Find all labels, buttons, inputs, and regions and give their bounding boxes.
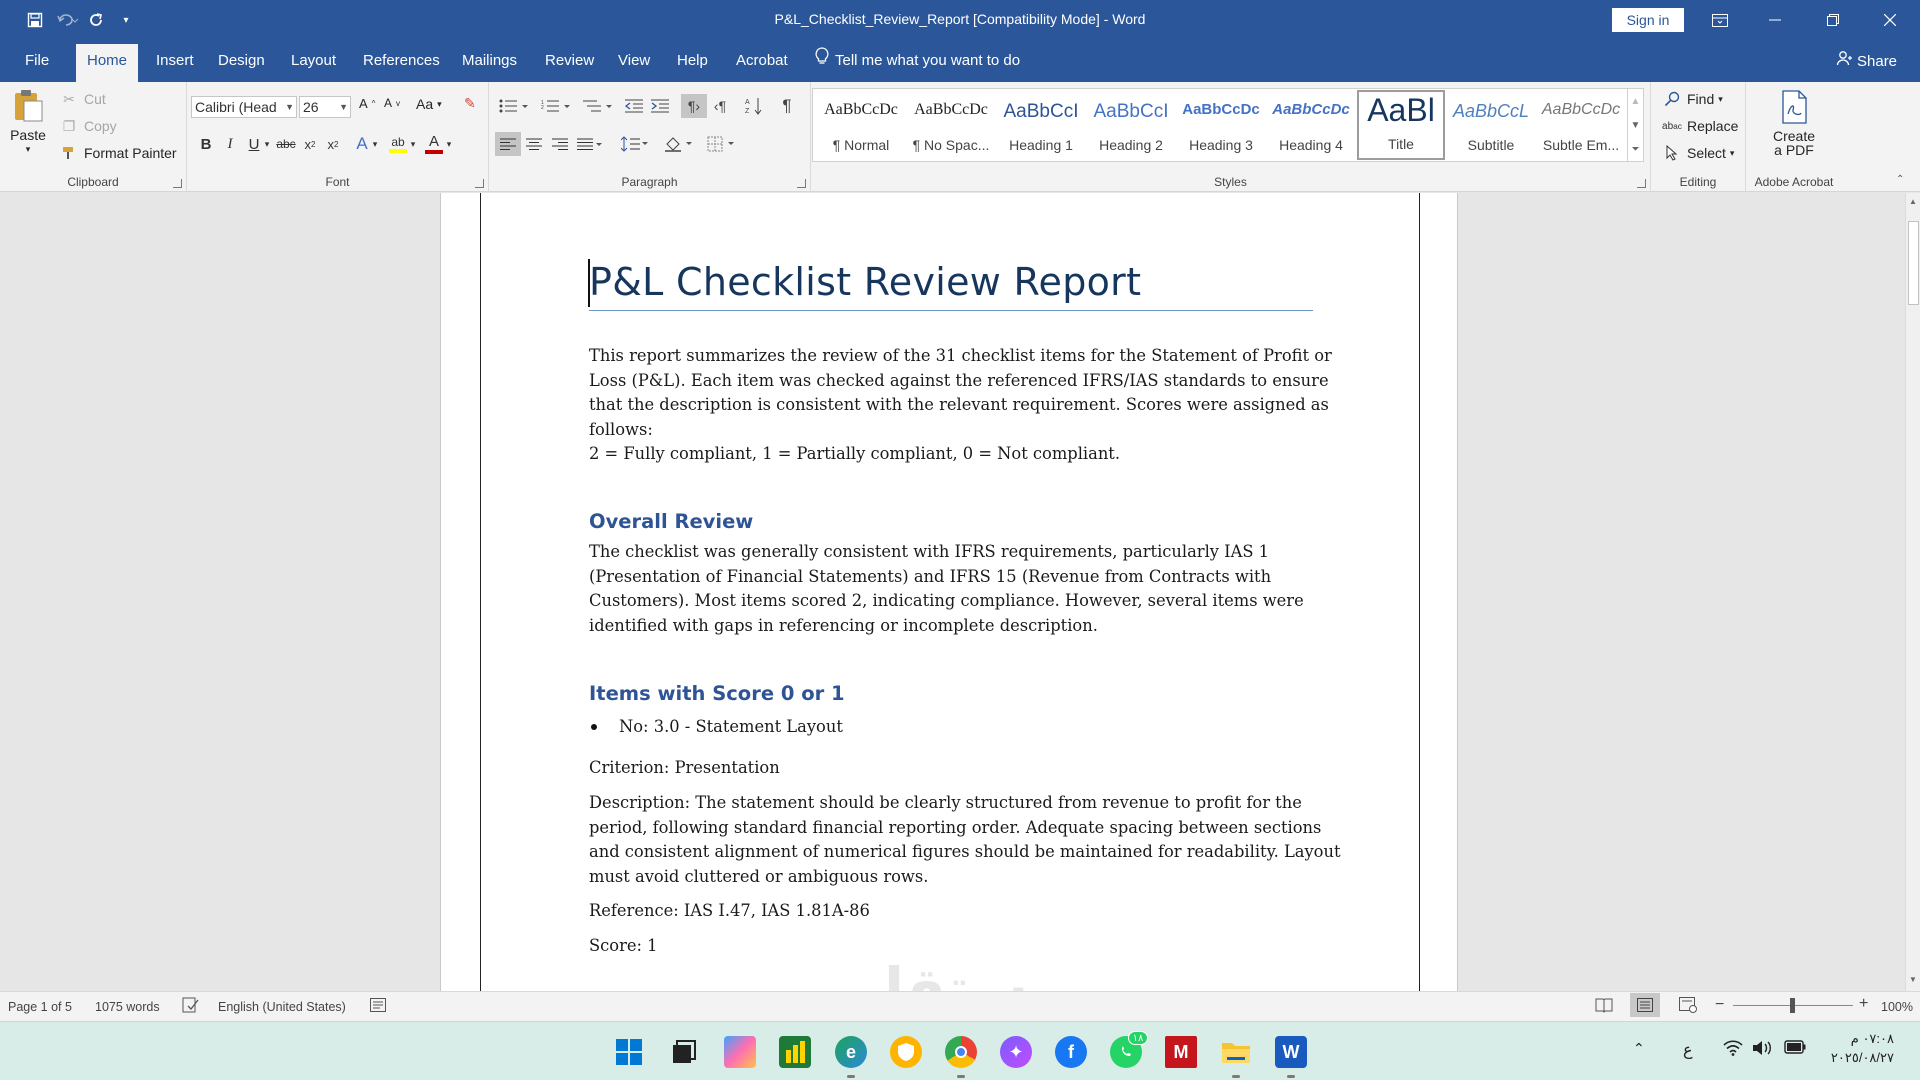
align-right-icon[interactable] bbox=[547, 132, 573, 156]
tab-review[interactable]: Review bbox=[545, 52, 595, 69]
style-name: Subtle Em... bbox=[1542, 137, 1620, 153]
style-name: Subtitle bbox=[1467, 137, 1515, 153]
start-icon[interactable] bbox=[613, 1036, 645, 1068]
window-title: P&L_Checklist_Review_Report [Compatibility Mode] - Word bbox=[774, 11, 1146, 27]
accessibility-icon[interactable] bbox=[370, 998, 386, 1015]
right-to-left-icon[interactable]: ‹¶ bbox=[713, 98, 727, 114]
word-count[interactable]: 1075 words bbox=[95, 1000, 160, 1014]
copy-icon: ❐ bbox=[62, 117, 76, 134]
document-title[interactable]: P&L Checklist Review Report bbox=[589, 260, 1313, 311]
customize-quick-access-icon[interactable]: ▾ bbox=[123, 14, 129, 26]
svg-text:2: 2 bbox=[541, 105, 544, 111]
decrease-indent-icon[interactable] bbox=[621, 94, 647, 118]
read-mode-icon[interactable] bbox=[1595, 997, 1613, 1016]
multilevel-list-icon[interactable] bbox=[579, 94, 617, 118]
replace-button[interactable] bbox=[1661, 115, 1738, 137]
style-preview: AaBbCcDc bbox=[1272, 101, 1350, 118]
paste-label: Paste bbox=[10, 127, 46, 143]
input-language[interactable]: ع bbox=[1683, 1042, 1693, 1059]
task-view-icon[interactable] bbox=[668, 1036, 700, 1068]
font-name-combo[interactable] bbox=[191, 96, 297, 118]
styles-gallery bbox=[812, 88, 1644, 162]
find-label: Find bbox=[1687, 91, 1715, 107]
left-to-right-icon[interactable]: ¶› bbox=[681, 94, 707, 118]
edge-icon[interactable]: e bbox=[835, 1036, 867, 1068]
highlight-dropdown-icon[interactable]: ▾ bbox=[410, 138, 416, 149]
style-normal[interactable] bbox=[817, 91, 905, 159]
overall-line[interactable]: (Presentation of Financial Statements) and IFRS 15 (Revenue from Contracts with bbox=[589, 566, 1272, 586]
gallery-more-icon[interactable]: ⏷ bbox=[1627, 137, 1643, 161]
style-title[interactable] bbox=[1357, 90, 1445, 160]
search-icon bbox=[1661, 88, 1683, 110]
pdf-icon bbox=[1779, 90, 1809, 127]
svg-text:Z: Z bbox=[745, 108, 750, 115]
justify-icon[interactable] bbox=[573, 132, 607, 156]
cursor-arrow-icon bbox=[1661, 142, 1683, 164]
vertical-scrollbar[interactable] bbox=[1905, 193, 1920, 991]
description-line[interactable]: period, following standard financial reporting order. Adequate spacing between sections bbox=[589, 817, 1322, 837]
show-hidden-icons-icon[interactable]: ⌃ bbox=[1633, 1040, 1645, 1056]
paragraph-dialog-launcher-icon[interactable] bbox=[797, 179, 806, 188]
close-icon[interactable] bbox=[1867, 0, 1913, 40]
styles-group-label: Styles bbox=[1214, 175, 1247, 189]
find-button[interactable] bbox=[1661, 88, 1723, 110]
font-color-dropdown-icon[interactable]: ▾ bbox=[446, 138, 452, 149]
style-heading-1[interactable] bbox=[997, 91, 1085, 159]
shrink-font-icon[interactable]: A v bbox=[384, 96, 401, 110]
status-bar bbox=[0, 991, 1920, 1021]
bullets-icon[interactable] bbox=[495, 94, 533, 118]
chevron-down-icon: ▼ bbox=[339, 102, 348, 112]
copy-button[interactable] bbox=[58, 115, 117, 137]
style-subtitle[interactable] bbox=[1447, 91, 1535, 159]
ribbon-display-options-icon[interactable] bbox=[1697, 0, 1743, 40]
lightbulb-icon bbox=[815, 40, 829, 82]
tell-me-search[interactable] bbox=[815, 40, 1020, 82]
file-explorer-icon[interactable] bbox=[1220, 1036, 1252, 1068]
tab-design[interactable]: Design bbox=[218, 52, 265, 69]
tab-file[interactable]: File bbox=[25, 52, 50, 69]
font-color-icon[interactable]: A bbox=[423, 132, 445, 156]
create-pdf-label-line2: a PDF bbox=[1774, 142, 1814, 158]
align-center-icon[interactable] bbox=[521, 132, 547, 156]
increase-indent-icon[interactable] bbox=[647, 94, 673, 118]
copy-label: Copy bbox=[84, 118, 117, 134]
shading-icon[interactable] bbox=[661, 132, 697, 156]
mcafee-icon[interactable]: M bbox=[1165, 1036, 1197, 1068]
style-heading-4[interactable] bbox=[1267, 91, 1355, 159]
align-left-icon[interactable] bbox=[495, 132, 521, 156]
description-line[interactable]: must avoid cluttered or ambiguous rows. bbox=[589, 866, 929, 886]
format-painter-button[interactable] bbox=[58, 142, 177, 164]
italic-icon[interactable]: I bbox=[227, 135, 233, 152]
person-icon bbox=[1836, 40, 1852, 84]
editing-group bbox=[1651, 82, 1746, 192]
subscript-icon[interactable]: x 2 bbox=[304, 136, 316, 152]
tab-acrobat[interactable]: Acrobat bbox=[736, 52, 788, 69]
share-label: Share bbox=[1857, 53, 1898, 70]
document-page[interactable] bbox=[440, 193, 1458, 991]
cut-button[interactable] bbox=[58, 88, 106, 110]
reference-line[interactable]: Reference: IAS I.47, IAS 1.81A-86 bbox=[589, 901, 870, 920]
find-dropdown-icon: ▾ bbox=[1718, 93, 1723, 104]
create-pdf-label-line1: Create bbox=[1772, 128, 1816, 144]
style-name: ¶ Normal bbox=[832, 137, 890, 153]
svg-text:A: A bbox=[745, 99, 750, 106]
ai-assistant-icon[interactable]: ✦ bbox=[1000, 1036, 1032, 1068]
style-heading-2[interactable] bbox=[1087, 91, 1175, 159]
paste-icon bbox=[12, 88, 44, 125]
style-preview: AaBbCcDc bbox=[1182, 101, 1260, 118]
underline-icon[interactable]: U bbox=[248, 135, 260, 153]
bullet-item[interactable]: No: 3.0 - Statement Layout bbox=[619, 717, 843, 736]
gallery-scroll-down-icon[interactable]: ▼ bbox=[1627, 113, 1643, 137]
show-formatting-marks-icon[interactable]: ¶ bbox=[782, 96, 792, 115]
grow-font-icon[interactable]: A ^ bbox=[359, 96, 376, 111]
font-size-combo[interactable] bbox=[299, 96, 351, 118]
score-line[interactable]: Score: 1 bbox=[589, 936, 658, 955]
style-preview: AaBbCcI bbox=[1003, 101, 1079, 122]
overall-line[interactable]: identified with gaps in referencing or incomplete description. bbox=[589, 615, 1098, 635]
proofing-icon[interactable] bbox=[182, 997, 200, 1016]
title-bar bbox=[0, 0, 1920, 40]
print-layout-icon[interactable] bbox=[1630, 993, 1660, 1017]
clock-date[interactable]: ٢٠٢٥/٠٨/٢٧ bbox=[1830, 1050, 1894, 1065]
overall-line[interactable]: The checklist was generally consistent with IFRS requirements, particularly IAS 1 bbox=[589, 542, 1270, 561]
wifi-icon[interactable] bbox=[1723, 1040, 1743, 1061]
format-painter-label: Format Painter bbox=[84, 145, 177, 161]
highlight-color-icon[interactable]: ab bbox=[387, 132, 409, 156]
style-preview: AaBl bbox=[1367, 92, 1435, 128]
paste-dropdown-icon[interactable]: ▾ bbox=[25, 144, 31, 154]
acrobat-group bbox=[1746, 82, 1842, 192]
copilot-icon[interactable] bbox=[724, 1036, 756, 1068]
intro-line[interactable]: that the description is consistent with the relevant requirement. Scores were assigned as bbox=[589, 395, 1329, 414]
undo-icon[interactable] bbox=[50, 6, 86, 34]
collapse-ribbon-icon[interactable]: ⌃ bbox=[1896, 174, 1905, 185]
style-name: ¶ No Spac... bbox=[912, 137, 990, 153]
bullet-icon bbox=[591, 724, 597, 730]
clipboard-dialog-launcher-icon[interactable] bbox=[173, 179, 182, 188]
language-indicator[interactable]: English (United States) bbox=[218, 1000, 346, 1014]
document-area[interactable] bbox=[0, 193, 1905, 991]
page-count[interactable]: Page 1 of 5 bbox=[8, 1000, 72, 1014]
tab-view[interactable]: View bbox=[618, 52, 651, 69]
whatsapp-unread-badge: ١٨ bbox=[1128, 1031, 1148, 1045]
tab-layout[interactable]: Layout bbox=[291, 52, 337, 69]
intro-line[interactable]: This report summarizes the review of the 31 checklist items for the Statement of Profit or bbox=[589, 346, 1332, 365]
scissors-icon: ✂ bbox=[63, 90, 75, 107]
zoom-level[interactable]: 100% bbox=[1881, 1000, 1913, 1014]
font-name-value: Calibri (Head bbox=[195, 99, 277, 115]
word-running-indicator bbox=[1287, 1075, 1295, 1078]
style-name: Heading 4 bbox=[1279, 137, 1343, 153]
strikethrough-icon[interactable]: abc bbox=[276, 137, 296, 151]
numbering-icon[interactable] bbox=[537, 94, 575, 118]
style-name: Title bbox=[1388, 136, 1414, 152]
taskbar bbox=[0, 1021, 1920, 1080]
scroll-up-icon[interactable]: ▲ bbox=[1909, 197, 1917, 206]
scroll-down-icon[interactable]: ▼ bbox=[1909, 975, 1917, 984]
underline-dropdown-icon[interactable]: ▾ bbox=[264, 138, 270, 149]
select-label: Select bbox=[1687, 145, 1726, 161]
items-heading[interactable]: Items with Score 0 or 1 bbox=[589, 682, 845, 705]
sort-icon[interactable] bbox=[741, 94, 767, 118]
tab-references[interactable]: References bbox=[363, 52, 440, 69]
font-group bbox=[187, 82, 489, 192]
tab-help[interactable]: Help bbox=[677, 52, 708, 69]
highlight-color-swatch bbox=[389, 149, 407, 153]
chevron-down-icon: ▼ bbox=[285, 102, 294, 112]
redo-icon[interactable] bbox=[82, 6, 110, 34]
battery-icon[interactable] bbox=[1784, 1040, 1806, 1059]
save-icon[interactable] bbox=[21, 6, 49, 34]
gallery-scroll-up-icon[interactable]: ▲ bbox=[1627, 89, 1643, 113]
paragraph-group-label: Paragraph bbox=[621, 175, 678, 189]
font-color-swatch bbox=[425, 150, 443, 154]
text-effects-dropdown-icon[interactable]: ▾ bbox=[372, 138, 378, 149]
style-preview: AaBbCcDc bbox=[914, 101, 988, 118]
excel-like-app-icon[interactable] bbox=[779, 1036, 811, 1068]
paintbrush-icon bbox=[58, 142, 80, 164]
zoom-in-icon[interactable]: + bbox=[1859, 995, 1869, 1012]
style-preview: AaBbCcL bbox=[1452, 101, 1530, 121]
superscript-icon[interactable]: x 2 bbox=[327, 136, 339, 152]
clock-time[interactable]: ٠٧:٠٨ م bbox=[1850, 1031, 1894, 1046]
borders-icon[interactable] bbox=[703, 132, 739, 156]
font-dialog-launcher-icon[interactable] bbox=[475, 179, 484, 188]
word-icon[interactable]: W bbox=[1275, 1036, 1307, 1068]
bold-icon[interactable]: B bbox=[200, 135, 212, 153]
style-preview: AaBbCcI bbox=[1093, 101, 1169, 122]
tell-me-label: Tell me what you want to do bbox=[835, 52, 1021, 69]
chrome-running-indicator bbox=[957, 1075, 965, 1078]
paragraph-group bbox=[489, 82, 811, 192]
select-button[interactable] bbox=[1661, 142, 1734, 164]
vpn-shield-icon[interactable] bbox=[890, 1036, 922, 1068]
clear-formatting-icon[interactable]: ✎ bbox=[464, 95, 476, 111]
style-preview: AaBbCcDc bbox=[824, 101, 898, 118]
text-effects-icon[interactable]: A bbox=[356, 134, 368, 153]
minimize-icon[interactable] bbox=[1752, 0, 1798, 40]
style-name: Heading 2 bbox=[1099, 137, 1163, 153]
font-size-value: 26 bbox=[303, 99, 319, 115]
volume-icon[interactable] bbox=[1752, 1040, 1772, 1061]
editing-group-label: Editing bbox=[1679, 175, 1717, 189]
svg-text:1: 1 bbox=[541, 100, 544, 106]
line-spacing-icon[interactable] bbox=[617, 132, 653, 156]
criterion-line[interactable]: Criterion: Presentation bbox=[589, 758, 780, 777]
web-layout-icon[interactable] bbox=[1679, 997, 1697, 1016]
overall-line[interactable]: Customers). Most items scored 2, indicating compliance. However, several items were bbox=[589, 591, 1304, 610]
explorer-running-indicator bbox=[1232, 1075, 1240, 1078]
zoom-out-icon[interactable]: − bbox=[1715, 996, 1725, 1013]
share-button[interactable] bbox=[1836, 40, 1897, 82]
create-pdf-button[interactable] bbox=[1746, 90, 1842, 158]
clipboard-group bbox=[0, 82, 187, 192]
score-legend-line[interactable]: 2 = Fully compliant, 1 = Partially compliant, 0 = Not compliant. bbox=[589, 444, 1121, 463]
overall-review-heading[interactable]: Overall Review bbox=[589, 510, 754, 533]
style-preview: AaBbCcDc bbox=[1541, 101, 1621, 118]
intro-line[interactable]: follows: bbox=[589, 419, 653, 439]
restore-icon[interactable] bbox=[1810, 0, 1856, 40]
styles-dialog-launcher-icon[interactable] bbox=[1637, 179, 1646, 188]
select-dropdown-icon: ▾ bbox=[1729, 147, 1735, 158]
style-subtle-emphasis[interactable] bbox=[1537, 91, 1625, 159]
tab-insert[interactable]: Insert bbox=[156, 52, 194, 69]
change-case-icon[interactable]: Aa ▾ bbox=[416, 96, 442, 112]
font-group-label: Font bbox=[325, 175, 350, 189]
zoom-slider-thumb[interactable] bbox=[1790, 998, 1795, 1013]
scrollbar-thumb[interactable] bbox=[1908, 221, 1919, 305]
paste-button[interactable] bbox=[8, 88, 48, 153]
style-heading-3[interactable] bbox=[1177, 91, 1265, 159]
description-line[interactable]: and consistent alignment of numerical figures should be maintained for readability. Layout bbox=[589, 842, 1341, 861]
style-no-spacing[interactable] bbox=[907, 91, 995, 159]
style-name: Heading 3 bbox=[1189, 137, 1253, 153]
acrobat-group-label: Adobe Acrobat bbox=[1754, 175, 1834, 189]
ribbon-tab-bar bbox=[0, 40, 1920, 82]
replace-label: Replace bbox=[1687, 118, 1739, 134]
edge-running-indicator bbox=[847, 1075, 855, 1078]
tab-home[interactable]: Home bbox=[76, 44, 138, 82]
clipboard-group-label: Clipboard bbox=[67, 175, 119, 189]
tab-mailings[interactable]: Mailings bbox=[462, 52, 518, 69]
style-name: Heading 1 bbox=[1009, 137, 1073, 153]
cut-label: Cut bbox=[84, 91, 106, 107]
replace-icon: ab ac bbox=[1662, 120, 1682, 132]
intro-line[interactable]: Loss (P&L). Each item was checked against the referenced IFRS/IAS standards to ensure bbox=[589, 370, 1329, 390]
facebook-icon[interactable]: f bbox=[1055, 1036, 1087, 1068]
chrome-icon[interactable] bbox=[945, 1036, 977, 1068]
sign-in-button[interactable]: Sign in bbox=[1612, 8, 1684, 32]
description-line[interactable]: Description: The statement should be clearly structured from revenue to profit for the bbox=[589, 793, 1302, 812]
ribbon bbox=[0, 82, 1920, 192]
